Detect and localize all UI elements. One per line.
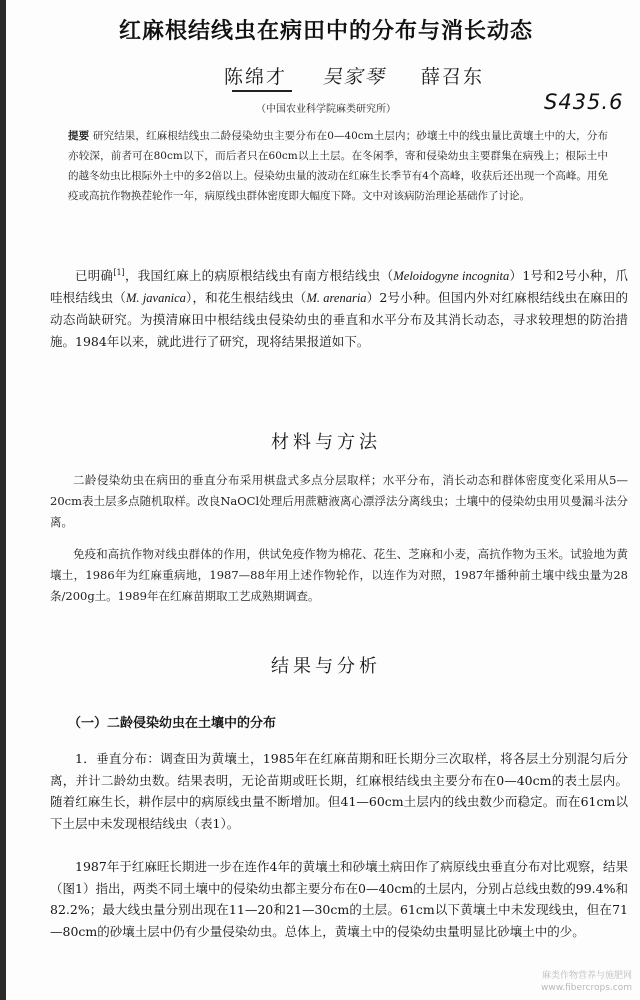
author-2: 吴家琴 bbox=[322, 66, 386, 88]
site-watermark bbox=[541, 970, 632, 994]
results-paragraph-2: 1987年于红麻旺长期进一步在连作4年的黄壤土和砂壤土病田作了病原线虫垂直分布对比观察，结果（图1）指出，两类不同土壤中的侵染幼虫都主要分布在0—40cm的土层内，分别占总线虫数的99.4%和82.2%；最大线虫量分别出现在11—20和21—30cm的土层。61cm以下黄壤土中未发现线虫，但在71—80cm的砂壤土层中仍有少量侵染幼虫。总体上，黄壤土中的侵染幼虫量明显比砂壤土中的少。 bbox=[50, 859, 628, 939]
methods-heading: 材料与方法 bbox=[271, 432, 381, 453]
intro-text-b: ，我国红麻上的病原根结线虫有南方根结线虫（ bbox=[124, 268, 394, 284]
abstract bbox=[68, 126, 608, 206]
author-list bbox=[224, 62, 484, 89]
intro-text-c: ）1号和2号小种，爪哇根结线虫（ bbox=[50, 268, 628, 306]
intro-text-a: 已明确 bbox=[75, 268, 114, 284]
abstract-label: 提要 bbox=[68, 130, 90, 142]
author-underline bbox=[232, 90, 292, 92]
intro-text-e: ）2号小种。但国内外对红麻根结线虫在麻田的动态尚缺研究。为摸清麻田中根结线虫侵染幼虫的垂直和水平分布及其消长动态，寻求较理想的防治措施。1984年以来，就此进行了研究，现将结果报道如下。 bbox=[50, 290, 628, 350]
methods-paragraph-2: 免疫和高抗作物对线虫群体的作用，供试免疫作物为棉花、花生、芝麻和小麦，高抗作物为玉米。试验地为黄壤土，1986年为红麻重病地，1987—88年用上述作物轮作，以连作为对照，1987年播种前土壤中线虫量为28条/200g土。1989年在红麻苗期取工艺成熟期调查。 bbox=[50, 547, 628, 603]
species-name-3: M. arenaria bbox=[306, 291, 367, 306]
species-name-2: M. javanica bbox=[126, 291, 186, 306]
results-subheading: （一）二龄侵染幼虫在土壤中的分布 bbox=[68, 716, 277, 731]
call-number-handwritten: S435.6 bbox=[544, 90, 624, 114]
watermark-line-1: 麻类作物营养与施肥网 bbox=[541, 971, 632, 981]
results-heading: 结果与分析 bbox=[271, 656, 381, 677]
abstract-text: 研究结果，红麻根结线虫二龄侵染幼虫主要分布在0—40cm土层内；砂壤土中的线虫量比黄壤土中的大，分布亦较深，前者可在80cm以下，而后者只在60cm以上土层。在冬闲季，寄和侵染幼虫主要群集在病残上；根际土中的越冬幼虫比根际外土中的多2倍以上。侵染幼虫量的波动在红麻生长季节有4个高峰，收获后还出现一个高峰。用免疫或高抗作物换茬轮作一年，病原线虫群体密度即大幅度下降。文中对该病防治理论基础作了讨论。 bbox=[68, 130, 608, 202]
methods-paragraph-1: 二龄侵染幼虫在病田的垂直分布采用棋盘式多点分层取样；水平分布，消长动态和群体密度变化采用从5—20cm表土层多点随机取样。改良NaOCl处理后用蔗糖液离心漂浮法分离线虫；土壤中的侵染幼虫用贝曼漏斗法分离。 bbox=[50, 473, 628, 529]
intro-reference: [1] bbox=[113, 268, 125, 277]
paper-title: 红麻根结线虫在病田中的分布与消长动态 bbox=[118, 19, 533, 44]
author-1: 陈绵才 bbox=[224, 66, 288, 88]
intro-paragraph bbox=[50, 262, 628, 353]
author-3: 薛召东 bbox=[420, 66, 484, 88]
watermark-line-2: www.fibercrops.com bbox=[541, 983, 632, 993]
species-name-1: Meloidogyne incognita bbox=[393, 269, 510, 284]
intro-text-d: ），和花生根结线虫（ bbox=[185, 290, 307, 306]
affiliation: （中国农业科学院麻类研究所） bbox=[256, 104, 396, 115]
results-paragraph-1: 1．垂直分布：调查田为黄壤土，1985年在红麻苗期和旺长期分三次取样，将各层土分别混匀后分离，并计二龄幼虫数。结果表明，无论苗期或旺长期，红麻根结线虫主要分布在0—40cm的表土层内。随着红麻生长，耕作层中的病原线虫量不断增加。但41—60cm土层内的线虫数少而稳定。而在61cm以下土层中未发现根结线虫（表1）。 bbox=[50, 751, 628, 831]
